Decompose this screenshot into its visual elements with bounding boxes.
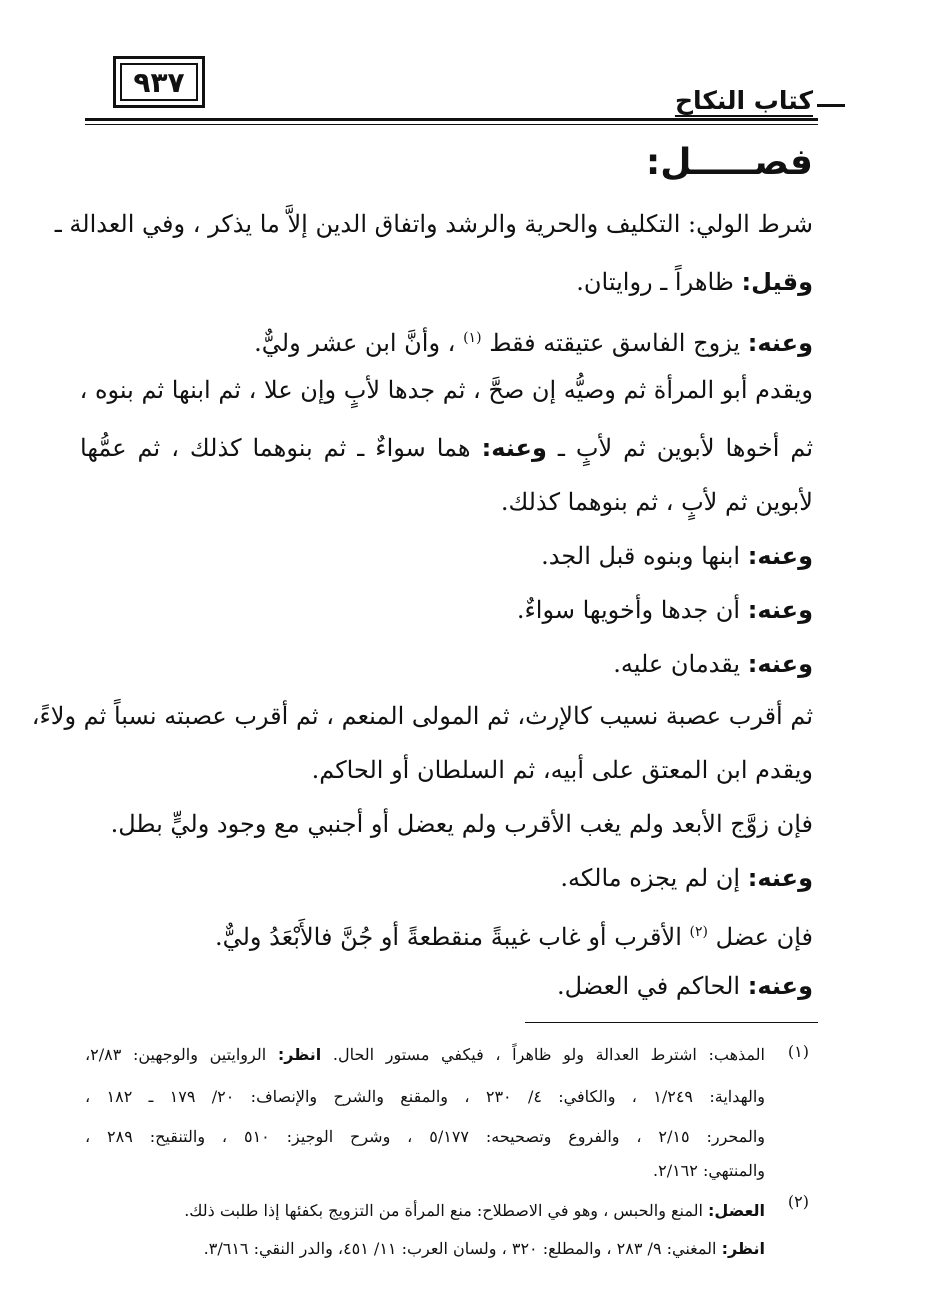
footnote-text: المنع والحبس ، وهو في الاصطلاح: منع المرأة من التزويج بكفئها إذا طلبت ذلك. [184, 1201, 703, 1220]
footnote-ref-1[interactable]: (١) [463, 330, 482, 346]
body-line-7 [541, 540, 813, 572]
body-line-2 [576, 266, 813, 298]
footnote-1-line-2: والهداية: ١/٢٤٩ ، والكافي: ٤/ ٢٣٠ ، والمقنع والشرح والإنصاف: ٢٠/ ١٧٩ ـ ١٨٢ ، [85, 1087, 766, 1106]
keyword: وعنه: [747, 972, 813, 1000]
line-text: الحاكم في العضل. [557, 972, 741, 1000]
header-rule-thin [85, 124, 818, 125]
body-line-8 [517, 594, 813, 626]
footnote-1-line-4: والمنتهي: ٢/١٦٢. [653, 1161, 765, 1180]
body-line-15 [557, 970, 813, 1002]
line-text: ، وأنَّ ابن عشر وليٌّ. [254, 329, 456, 357]
line-text: الأقرب أو غاب غيبةً منقطعةً أو جُنَّ فالأَبْعَدُ وليٌّ. [214, 923, 682, 951]
footnote-text: المغني: ٩/ ٢٨٣ ، والمطلع: ٣٢٠ ، ولسان العرب: ١١/ ٤٥١، والدر النقي: ٣/٦١٦. [203, 1239, 717, 1258]
footnote-ref-2[interactable]: (٢) [689, 924, 708, 940]
body-line-5 [80, 432, 813, 464]
body-line-11: ويقدم ابن المعتق على أبيه، ثم السلطان أو الحاكم. [311, 756, 813, 784]
keyword: وعنه: [747, 864, 813, 892]
body-line-13 [560, 862, 813, 894]
chapter-title: كتاب النكاح [674, 86, 813, 115]
footnote-2-line-2 [204, 1238, 765, 1260]
keyword: وعنه: [747, 650, 813, 678]
footnote-keyword: العضل: [708, 1201, 765, 1220]
footnote-text: المذهب: اشترط العدالة ولو ظاهراً ، فيكفي مستور الحال. [332, 1045, 765, 1064]
header-dash [817, 104, 845, 107]
line-text: يقدمان عليه. [613, 650, 741, 678]
line-text: هما سواءٌ ـ ثم بنوهما كذلك ، ثم عمُّها [80, 434, 471, 462]
page-number: ٩٣٧ [120, 63, 198, 101]
body-line-4: ويقدم أبو المرأة ثم وصيُّه إن صحَّ ، ثم جدها لأبٍ وإن علا ، ثم ابنها ثم بنوه ، [79, 376, 813, 404]
footnote-text: الروايتين والوجهين: ٢/٨٣، [85, 1045, 267, 1064]
body-line-9 [613, 648, 813, 680]
body-line-12: فإن زوَّج الأبعد ولم يغب الأقرب ولم يعضل أو أجنبي مع وجود وليٍّ بطل. [110, 810, 813, 838]
page-number-box [113, 56, 205, 108]
body-line-10: ثم أقرب عصبة نسيب كالإرث، ثم المولى المنعم ، ثم أقرب عصبته نسباً ثم ولاءً، [31, 702, 813, 730]
body-line-3 [254, 322, 813, 359]
footnote-keyword: انظر: [721, 1239, 765, 1258]
footnote-number-1: (١) [787, 1042, 809, 1061]
line-text: ظاهراً ـ روايتان. [576, 268, 734, 296]
header-rule-thick [85, 118, 818, 121]
keyword: وعنه: [481, 434, 547, 462]
line-text: ابنها وبنوه قبل الجد. [541, 542, 741, 570]
footnote-2-line-1 [184, 1200, 765, 1222]
footnote-1-line-1 [85, 1044, 765, 1066]
line-text: ثم أخوها لأبوين ثم لأبٍ ـ [557, 434, 813, 462]
line-text: فإن عضل [715, 923, 813, 951]
section-heading: فصـــــل: [645, 142, 813, 183]
keyword: وعنه: [747, 329, 813, 357]
footnote-number-2: (٢) [787, 1192, 809, 1211]
body-line-6: لأبوين ثم لأبٍ ، ثم بنوهما كذلك. [500, 488, 813, 516]
line-text: يزوج الفاسق عتيقته فقط [489, 329, 741, 357]
line-text: أن جدها وأخويها سواءٌ. [516, 596, 741, 624]
keyword: وقيل: [741, 268, 813, 296]
keyword: وعنه: [747, 542, 813, 570]
footnote-keyword: انظر: [277, 1045, 322, 1064]
body-line-1: شرط الولي: التكليف والحرية والرشد واتفاق الدين إلاَّ ما يذكر ، وفي العدالة ـ [54, 210, 813, 238]
body-line-14 [215, 916, 813, 953]
line-text: إن لم يجزه مالكه. [560, 864, 741, 892]
footnote-separator [525, 1022, 818, 1023]
keyword: وعنه: [747, 596, 813, 624]
footnote-1-line-3: والمحرر: ٢/١٥ ، والفروع وتصحيحه: ٥/١٧٧ ، وشرح الوجيز: ٥١٠ ، والتنقيح: ٢٨٩ ، [85, 1127, 766, 1146]
